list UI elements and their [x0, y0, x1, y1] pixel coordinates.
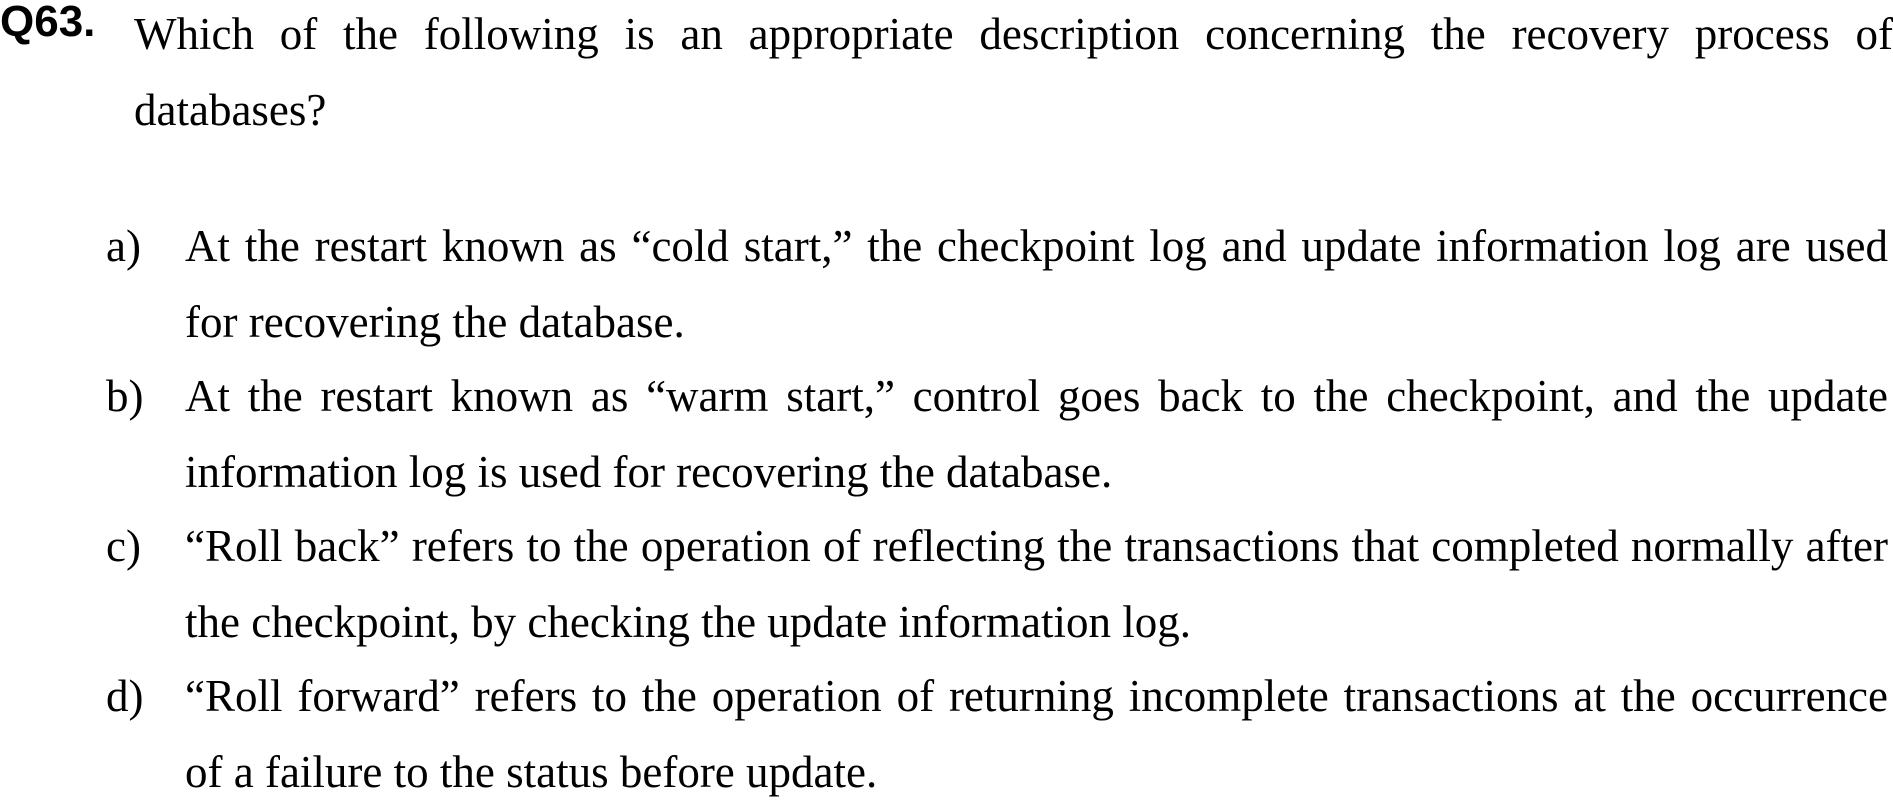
option-text: At the restart known as “warm start,” control goes back to the checkpoint, and the update information log is used for recovering the database. — [185, 371, 1888, 497]
option-d — [0, 658, 1893, 808]
option-c — [0, 508, 1893, 658]
option-text: At the restart known as “cold start,” the checkpoint log and update information log are used for recovering the database. — [185, 221, 1888, 347]
option-letter: d) — [106, 671, 144, 721]
option-text: “Roll forward” refers to the operation of returning incomplete transactions at the occurrence of a failure to the status before update. — [185, 671, 1888, 797]
answer-options — [0, 208, 1893, 808]
option-letter: b) — [106, 371, 144, 421]
question-number: Q63. — [0, 0, 96, 46]
option-a — [0, 208, 1893, 358]
question-text: Which of the following is an appropriate description concerning the recovery process of databases? — [134, 9, 1893, 135]
option-letter: a) — [106, 221, 141, 271]
option-letter: c) — [106, 521, 141, 571]
option-b — [0, 358, 1893, 508]
option-text: “Roll back” refers to the operation of reflecting the transactions that completed normally after the checkpoint, by checking the update information log. — [185, 521, 1888, 647]
